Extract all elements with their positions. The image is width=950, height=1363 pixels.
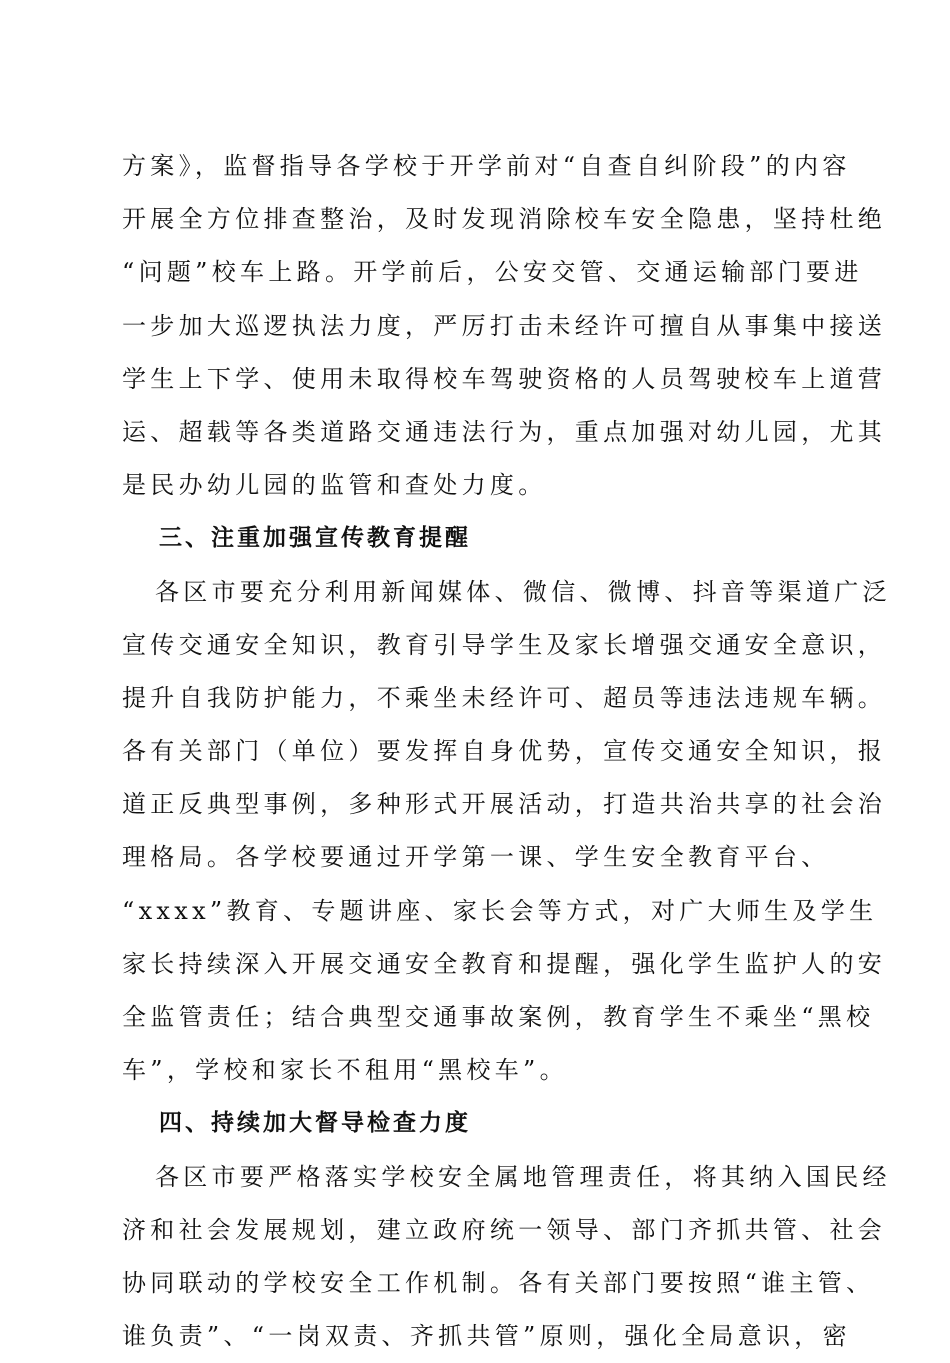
body-line: 开展全方位排查整治，及时发现消除校车安全隐患，坚持杜绝 <box>122 205 887 234</box>
body-line: 运、超载等各类道路交通违法行为，重点加强对幼儿园，尤其 <box>122 417 887 446</box>
body-line: 谁负责”、“一岗双责、齐抓共管”原则，强化全局意识，密 <box>122 1322 851 1351</box>
body-line: 是民办幼儿园的监管和查处力度。 <box>122 471 547 500</box>
document-body <box>122 140 891 1363</box>
body-line: 协同联动的学校安全工作机制。各有关部门要按照“谁主管、 <box>122 1268 875 1297</box>
section-heading-three: 三、注重加强宣传教育提醒 <box>159 525 471 552</box>
body-line: 车”，学校和家长不租用“黑校车”。 <box>122 1056 568 1085</box>
paragraph-first-line: 各区市要严格落实学校安全属地管理责任，将其纳入国民经 <box>155 1162 891 1191</box>
body-line: 提升自我防护能力，不乘坐未经许可、超员等违法违规车辆。 <box>122 683 887 712</box>
body-line: 各有关部门（单位）要发挥自身优势，宣传交通安全知识，报 <box>122 737 887 766</box>
body-line: 学生上下学、使用未取得校车驾驶资格的人员驾驶校车上道营 <box>122 364 887 393</box>
body-line: 方案》，监督指导各学校于开学前对“自查自纠阶段”的内容 <box>122 152 851 180</box>
body-line: “问题”校车上路。开学前后，公安交管、交通运输部门要进 <box>122 258 863 287</box>
body-line: 理格局。各学校要通过开学第一课、学生安全教育平台、 <box>122 843 830 872</box>
paragraph-first-line: 各区市要充分利用新闻媒体、微信、微博、抖音等渠道广泛 <box>155 577 891 606</box>
body-line: 道正反典型事例，多种形式开展活动，打造共治共享的社会治 <box>122 790 887 819</box>
body-line: 全监管责任；结合典型交通事故案例，教育学生不乘坐“黑校 <box>122 1003 875 1031</box>
section-heading-four: 四、持续加大督导检查力度 <box>159 1110 471 1137</box>
body-line: 一步加大巡逻执法力度，严厉打击未经许可擅自从事集中接送 <box>122 311 887 340</box>
body-line: 家长持续深入开展交通安全教育和提醒，强化学生监护人的安 <box>122 949 887 978</box>
body-line: “xxxx”教育、专题讲座、家长会等方式，对广大师生及学生 <box>122 896 878 925</box>
body-line: 宣传交通安全知识，教育引导学生及家长增强交通安全意识， <box>122 630 887 659</box>
body-line: 济和社会发展规划，建立政府统一领导、部门齐抓共管、社会 <box>122 1215 887 1244</box>
